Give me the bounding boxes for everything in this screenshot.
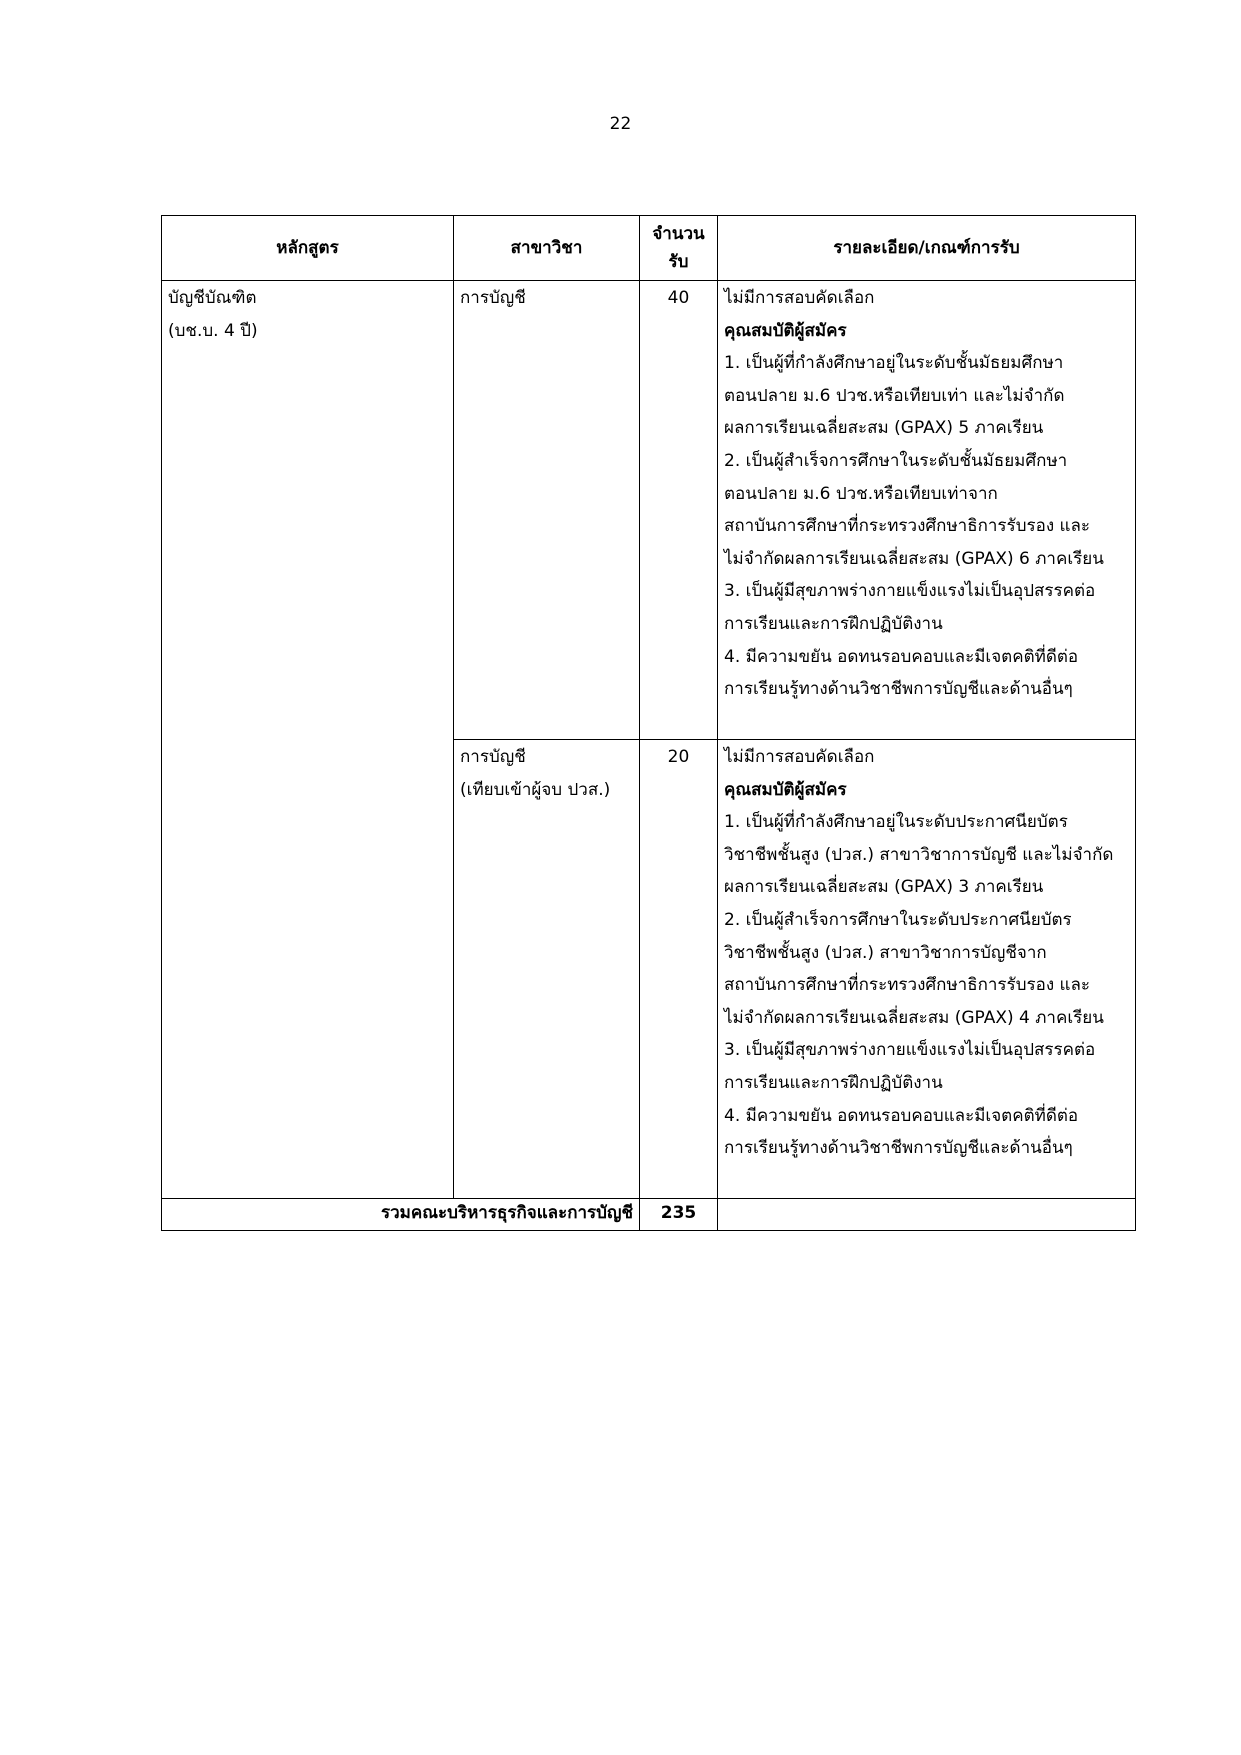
detail-line: การเรียนและการฝึกปฏิบัติงาน [724,613,943,634]
table-header-row [162,216,1136,281]
major-note: (เทียบเข้าผู้จบ ปวส.) [460,779,611,800]
total-empty-cell [718,1199,1136,1231]
page-number: 22 [609,114,632,134]
detail-line: การเรียนและการฝึกปฏิบัติงาน [724,1072,943,1093]
table-row [162,281,1136,740]
detail-line: สถาบันการศึกษาที่กระทรวงศึกษาธิการรับรอง และ [724,975,1091,996]
detail-line: 2. เป็นผู้สำเร็จการศึกษาในระดับประกาศนียบัตร [724,909,1072,930]
major-name: การบัญชี [460,747,526,767]
total-row [162,1199,1136,1231]
detail-line: ไม่จำกัดผลการเรียนเฉลี่ยสะสม (GPAX) 6 ภาคเรียน [724,548,1104,569]
detail-line: การเรียนรู้ทางด้านวิชาชีพการบัญชีและด้านอื่นๆ [724,1138,1073,1159]
detail-line: 1. เป็นผู้ที่กำลังศึกษาอยู่ในระดับชั้นมัธยมศึกษา [724,353,1064,374]
detail-line: 4. มีความขยัน อดทนรอบคอบและมีเจตคติที่ดีต่อ [724,1105,1079,1126]
count-value: 20 [667,747,690,767]
header-count [640,216,718,281]
program-cell [162,281,454,1199]
detail-line: 1. เป็นผู้ที่กำลังศึกษาอยู่ในระดับประกาศนียบัตร [724,812,1068,833]
header-program: หลักสูตร [162,216,454,281]
details-cell [718,281,1136,740]
detail-line: ไม่มีการสอบคัดเลือก [724,288,875,308]
detail-line: ผลการเรียนเฉลี่ยสะสม (GPAX) 5 ภาคเรียน [724,418,1044,439]
details-cell [718,740,1136,1199]
detail-line: สถาบันการศึกษาที่กระทรวงศึกษาธิการรับรอง และ [724,516,1091,537]
detail-line: ไม่มีการสอบคัดเลือก [724,747,875,767]
detail-line: 4. มีความขยัน อดทนรอบคอบและมีเจตคติที่ดีต่อ [724,646,1079,667]
program-name: บัญชีบัณฑิต [168,288,257,308]
detail-line: 3. เป็นผู้มีสุขภาพร่างกายแข็งแรงไม่เป็นอุปสรรคต่อ [724,1040,1096,1061]
detail-line: 3. เป็นผู้มีสุขภาพร่างกายแข็งแรงไม่เป็นอุปสรรคต่อ [724,581,1096,602]
count-cell [640,281,718,740]
total-label: รวมคณะบริหารธุรกิจและการบัญชี [162,1199,640,1231]
header-major: สาขาวิชา [454,216,640,281]
count-cell [640,740,718,1199]
count-value: 40 [667,288,690,308]
header-details: รายละเอียด/เกณฑ์การรับ [718,216,1136,281]
major-cell [454,740,640,1199]
detail-line: วิชาชีพชั้นสูง (ปวส.) สาขาวิชาการบัญชีจาก [724,942,1047,963]
detail-line: วิชาชีพชั้นสูง (ปวส.) สาขาวิชาการบัญชี และไม่จำกัด [724,844,1114,865]
major-name: การบัญชี [460,288,526,308]
detail-line: ผลการเรียนเฉลี่ยสะสม (GPAX) 3 ภาคเรียน [724,877,1044,898]
program-abbr: (บช.บ. 4 ปี) [168,320,258,341]
detail-heading: คุณสมบัติผู้สมัคร [724,320,847,341]
header-count-line1: จำนวน [652,224,705,244]
detail-line: 2. เป็นผู้สำเร็จการศึกษาในระดับชั้นมัธยมศึกษา [724,450,1068,471]
total-value: 235 [640,1199,718,1231]
detail-line: ตอนปลาย ม.6 ปวช.หรือเทียบเท่า และไม่จำกัด [724,385,1065,406]
header-count-line2: รับ [668,252,689,272]
detail-line: การเรียนรู้ทางด้านวิชาชีพการบัญชีและด้านอื่นๆ [724,679,1073,700]
detail-line: ไม่จำกัดผลการเรียนเฉลี่ยสะสม (GPAX) 4 ภาคเรียน [724,1007,1104,1028]
admission-table [161,215,1136,1231]
detail-line: ตอนปลาย ม.6 ปวช.หรือเทียบเท่าจาก [724,483,998,504]
detail-heading: คุณสมบัติผู้สมัคร [724,779,847,800]
major-cell [454,281,640,740]
